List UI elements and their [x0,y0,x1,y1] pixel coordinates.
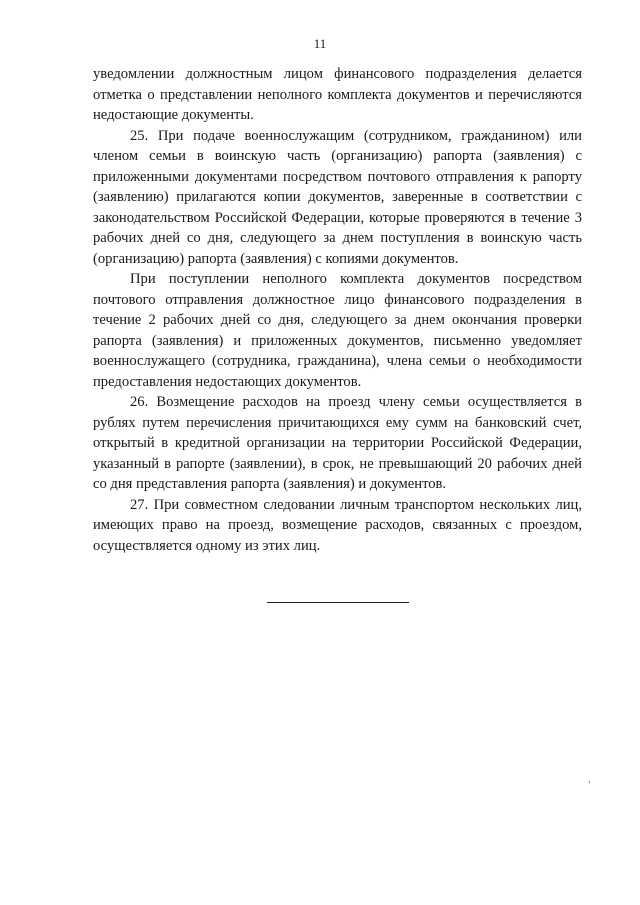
page-number: 11 [313,36,327,51]
paragraph-item-26: 26. Возмещение расходов на проезд члену семьи осуществляется в рублях путем перечисления причитающихся ему сумм на банковский счет, открытый в кредитной организации на территории Российской Федерации, указанный в рапорте (заявлении), в срок, не превышающий 20 рабочих дней со дня представления рапорта (заявления) и документов. [93,394,582,492]
paragraph-item-25-incomplete-set: При поступлении неполного комплекта документов посредством почтового отправления должностное лицо финансового подразделения в течение 2 рабочих дней со дня, следующего за днем окончания проверки рапорта (заявления) и приложенных документов, письменно уведомляет военнослужащего (сотрудника, гражданина), члена семьи о необходимости предоставления недостающих документов. [93,271,582,390]
paragraph-item-27: 27. При совместном следовании личным транспортом нескольких лиц, имеющих право на проезд, возмещение расходов, связанных с проездом, осуществляется одному из этих лиц. [93,496,582,554]
paragraph-item-25: 25. При подаче военнослужащим (сотрудником, гражданином) или членом семьи в воинскую часть (организацию) рапорта (заявления) с приложенными документами посредством почтового отправления к рапорту (заявлению) прилагаются копии документов, заверенные в соответствии с законодательством Российской Федерации, которые проверяются в течение 3 рабочих дней со дня, следующего за днем поступления в воинскую часть (организацию) рапорта (заявления) с копиями документов. [93,127,582,267]
end-divider-line [267,602,409,603]
document-body [93,64,582,556]
scan-speck [589,781,590,783]
paragraph-continuation: уведомлении должностным лицом финансового подразделения делается отметка о представлении неполного комплекта документов и перечисляются недостающие документы. [93,66,582,123]
